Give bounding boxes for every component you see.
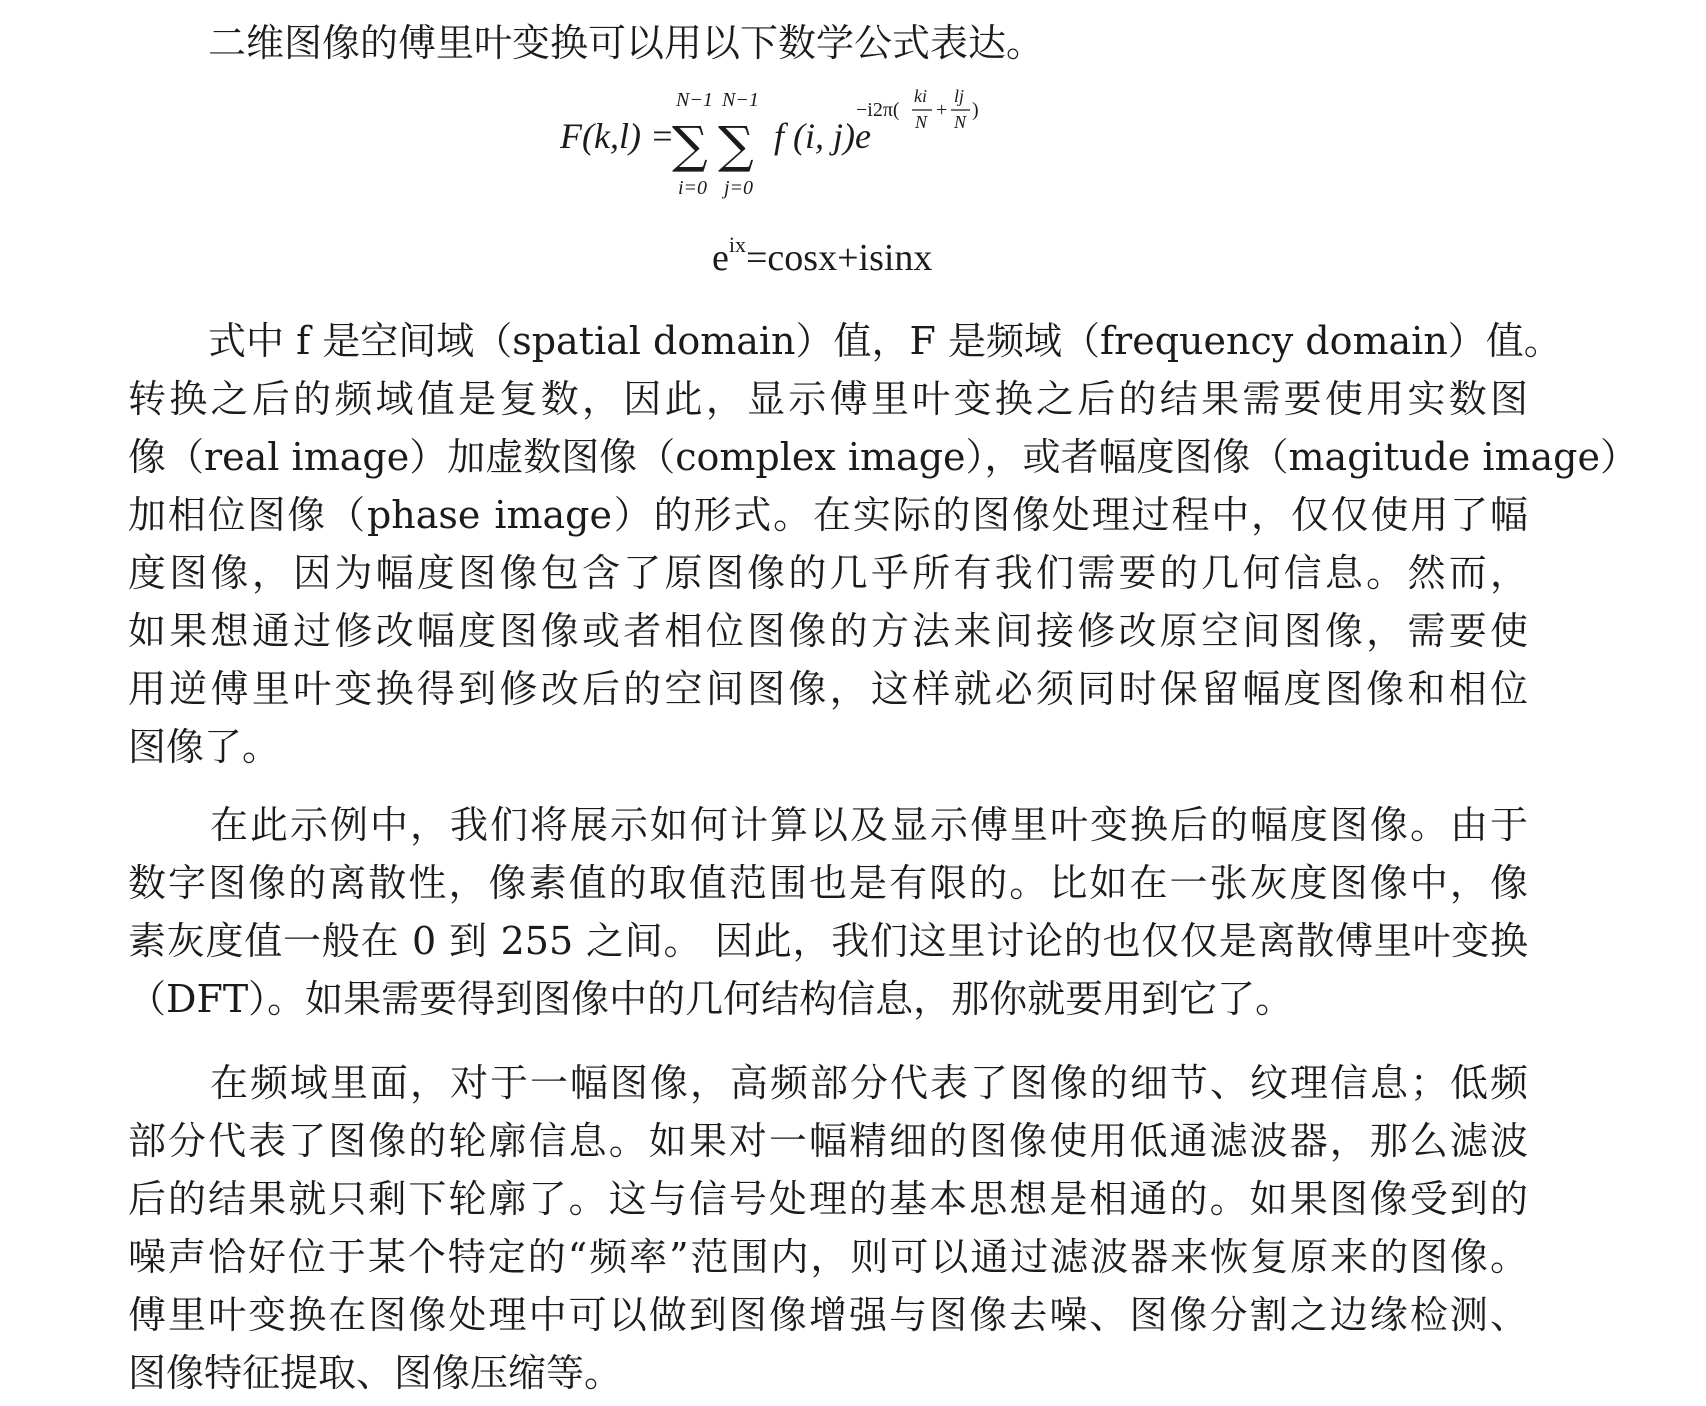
- paragraph-dft-example: [128, 796, 1528, 1028]
- euler-rhs: =cosx+isinx: [746, 237, 933, 279]
- fraction1-denominator: N: [915, 112, 928, 132]
- paragraph-line: 式中 f 是空间域（spatial domain）值，F 是频域（frequency domain）值。: [208, 319, 1562, 363]
- fraction2-denominator: N: [954, 112, 967, 132]
- paragraph-line: 图像了。: [128, 725, 281, 769]
- paragraph-frequency-domain: [128, 1054, 1528, 1402]
- formula-body: f (i, j)e: [774, 116, 871, 156]
- euler-exponent: ix: [728, 232, 746, 258]
- paragraph-line: 用逆傅里叶变换得到修改后的空间图像，这样就必须同时保留幅度图像和相位: [128, 667, 1528, 711]
- paragraph-domain-explanation: [128, 312, 1638, 776]
- paragraph-line: 部分代表了图像的轮廓信息。如果对一幅精细的图像使用低通滤波器，那么滤波: [128, 1119, 1528, 1163]
- paragraph-line: 素灰度值一般在 0 到 255 之间。 因此，我们这里讨论的也仅仅是离散傅里叶变换: [128, 919, 1528, 963]
- paragraph-line: 度图像，因为幅度图像包含了原图像的几乎所有我们需要的几何信息。然而，: [128, 551, 1528, 595]
- paragraph-line: 在此示例中，我们将展示如何计算以及显示傅里叶变换后的幅度图像。由于: [208, 803, 1528, 847]
- paragraph-line: 傅里叶变换在图像处理中可以做到图像增强与图像去噪、图像分割之边缘检测、: [128, 1293, 1528, 1337]
- paragraph-line: （DFT）。如果需要得到图像中的几何结构信息，那你就要用到它了。: [128, 977, 1294, 1021]
- paragraph-line: 如果想通过修改幅度图像或者相位图像的方法来间接修改原空间图像，需要使: [128, 609, 1528, 653]
- exponent-close: ): [972, 99, 979, 121]
- paragraph-line: 噪声恰好位于某个特定的“频率”范围内，则可以通过滤波器来恢复原来的图像。: [128, 1235, 1528, 1279]
- sum2-sigma: ∑: [718, 116, 754, 174]
- fraction1-numerator: ki: [914, 88, 927, 106]
- paragraph-line: 后的结果就只剩下轮廓了。这与信号处理的基本思想是相通的。如果图像受到的: [128, 1177, 1528, 1221]
- sum2-lower-limit: j=0: [724, 177, 754, 199]
- paragraph-line: 在频域里面，对于一幅图像，高频部分代表了图像的细节、纹理信息；低频: [208, 1061, 1528, 1105]
- paragraph-line: 加相位图像（phase image）的形式。在实际的图像处理过程中，仅仅使用了幅: [128, 493, 1528, 537]
- sum1-sigma: ∑: [672, 116, 708, 174]
- fourier-transform-formula: [560, 88, 1120, 218]
- euler-formula: [712, 232, 933, 280]
- sum2-upper-limit: N−1: [722, 89, 759, 111]
- fraction2-numerator: lj: [954, 88, 965, 106]
- sum1-lower-limit: i=0: [678, 177, 708, 199]
- paragraph-line: 数字图像的离散性，像素值的取值范围也是有限的。比如在一张灰度图像中，像: [128, 861, 1528, 905]
- paragraph-line: 图像特征提取、图像压缩等。: [128, 1351, 623, 1395]
- formula-lhs: F(k,l) =: [560, 116, 675, 156]
- euler-base: e: [712, 237, 729, 279]
- exponent-prefix: −i2π(: [856, 99, 900, 121]
- paragraph-line: 转换之后的频域值是复数，因此，显示傅里叶变换之后的结果需要使用实数图: [128, 377, 1528, 421]
- paragraph-line: 像（real image）加虚数图像（complex image），或者幅度图像（magitude image）: [128, 435, 1638, 479]
- intro-sentence: 二维图像的傅里叶变换可以用以下数学公式表达。: [208, 21, 1045, 65]
- exponent-plus: +: [936, 99, 948, 121]
- sum1-upper-limit: N−1: [676, 89, 713, 111]
